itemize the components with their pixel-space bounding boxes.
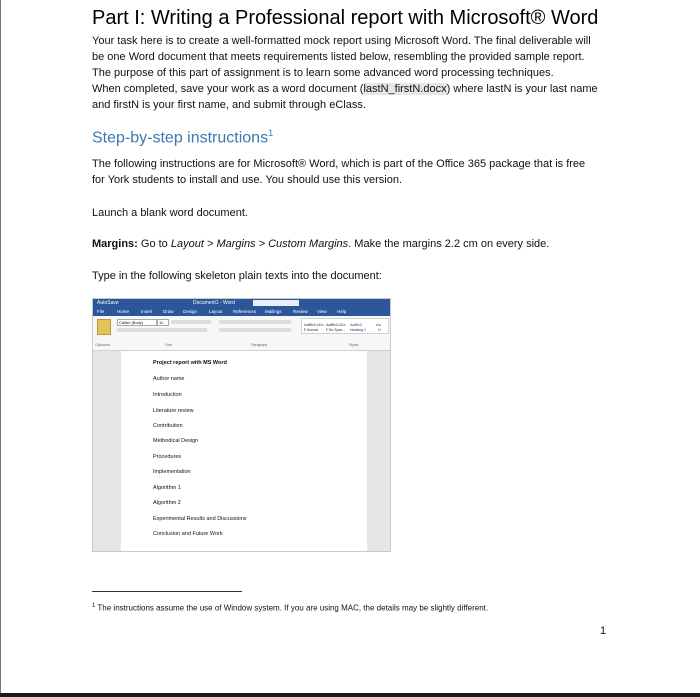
style-label: H [378, 328, 381, 332]
word-ribbon-tabs [93, 308, 390, 316]
page-title: Part I: Writing a Professional report with Microsoft® Word [92, 7, 599, 29]
margins-text: . Make the margins 2.2 cm on every side. [348, 238, 550, 250]
intro-paragraph [92, 33, 612, 113]
margins-text: Go to [137, 238, 171, 250]
tab-file: File [97, 309, 105, 314]
font-controls-row-1 [171, 320, 211, 324]
skeleton-line: Author name [153, 376, 185, 382]
skeleton-line: Introduction [153, 392, 182, 398]
skeleton-line: Procedures [153, 454, 182, 460]
font-controls-row-2 [117, 328, 207, 332]
word-doc-title: Document1 - Word [193, 300, 235, 306]
margins-paragraph [92, 236, 612, 252]
skeleton-line: Algorithm 1 [153, 485, 181, 491]
word-titlebar [93, 299, 390, 308]
tab-design: Design [183, 309, 198, 314]
document-content [92, 0, 612, 282]
paragraph-controls-row-1 [219, 320, 291, 324]
tab-review: Review [293, 309, 308, 314]
paste-icon [97, 319, 111, 335]
style-normal: AaBbCcDc [304, 322, 324, 327]
page-number: 1 [600, 625, 607, 637]
launch-paragraph: Launch a blank word document. [92, 207, 248, 219]
para-line: for York students to install and use. You should use this version. [92, 174, 403, 186]
word-ribbon [93, 316, 390, 351]
skeleton-line: Methodical Design [153, 438, 199, 444]
autosave-label: AutoSave [97, 300, 119, 306]
tab-view: View [317, 309, 327, 314]
tab-insert: Insert [141, 309, 153, 314]
skeleton-line: Conclusion and Future Work [153, 531, 223, 537]
skeleton-line: Implementation [153, 469, 191, 475]
tab-draw: Draw [163, 309, 174, 314]
section-heading [92, 123, 612, 148]
tab-layout: Layout [209, 309, 223, 314]
tab-references: References [233, 309, 257, 314]
section-heading-text: Step-by-step instructions [92, 129, 269, 147]
footnote-separator [92, 591, 242, 592]
style-label: ¶ No Spac... [326, 328, 346, 332]
intro-text: ) where lastN is your last name [446, 83, 598, 95]
word-document-area [93, 351, 390, 551]
intro-line [92, 81, 612, 97]
style-heading-2: Aa [376, 322, 381, 327]
group-styles: Styles [349, 343, 359, 347]
margins-label: Margins: [92, 238, 138, 250]
intro-text: When completed, save your work as a word document ( [92, 83, 364, 95]
skeleton-line: Experimental Results and Discussions [153, 516, 247, 522]
tab-help: Help [337, 309, 347, 314]
search-box [253, 300, 299, 306]
footnote-marker: 1 [92, 603, 96, 609]
group-font: Font [165, 343, 173, 347]
word-page [121, 351, 367, 551]
skeleton-line: Algorithm 2 [153, 500, 181, 506]
paragraph-controls-row-2 [219, 328, 291, 332]
intro-line: The purpose of this part of assignment is to learn some advanced word processing techniques. [92, 67, 554, 79]
font-name: Calibri (Body) [119, 320, 144, 325]
tab-home: Home [117, 309, 130, 314]
style-label: ¶ Normal [304, 328, 319, 332]
footnote-ref: 1 [268, 128, 274, 138]
skeleton-line: Literature review [153, 408, 194, 414]
word-screenshot [92, 298, 391, 552]
para-line: The following instructions are for Microsoft® Word, which is part of the Office 365 package that is free [92, 158, 586, 170]
footnote-text: The instructions assume the use of Window system. If you are using MAC, the details may be slightly different. [95, 603, 489, 613]
filename-highlight: lastN_firstN.docx [363, 83, 447, 95]
group-paragraph: Paragraph [251, 343, 268, 347]
skeleton-line: Contribution [153, 423, 183, 429]
style-heading-1: AaBbC [350, 322, 363, 327]
page-bottom-edge [0, 693, 700, 697]
page-left-border [0, 0, 1, 697]
group-clipboard: Clipboard [95, 343, 110, 347]
intro-line: Your task here is to create a well-formatted mock report using Microsoft Word. The final deliverable will [92, 35, 591, 47]
tab-mailings: Mailings [265, 309, 282, 314]
intro-line: be one Word document that meets requirements listed below, resembling the provided sample report. [92, 51, 585, 63]
footnote [92, 601, 488, 614]
skeleton-line: Project report with MS Word [153, 360, 227, 366]
font-size-box [157, 319, 169, 326]
instructions-paragraph [92, 156, 612, 188]
style-label: Heading 1 [350, 328, 366, 332]
style-no-spacing: AaBbCcDc [326, 322, 346, 327]
font-size: 11 [159, 320, 164, 325]
margins-path: Layout > Margins > Custom Margins [170, 238, 349, 250]
skeleton-paragraph: Type in the following skeleton plain texts into the document: [92, 270, 382, 282]
styles-gallery [301, 318, 389, 334]
intro-line: and firstN is your first name, and submit through eClass. [92, 99, 366, 111]
font-name-box [117, 319, 157, 326]
